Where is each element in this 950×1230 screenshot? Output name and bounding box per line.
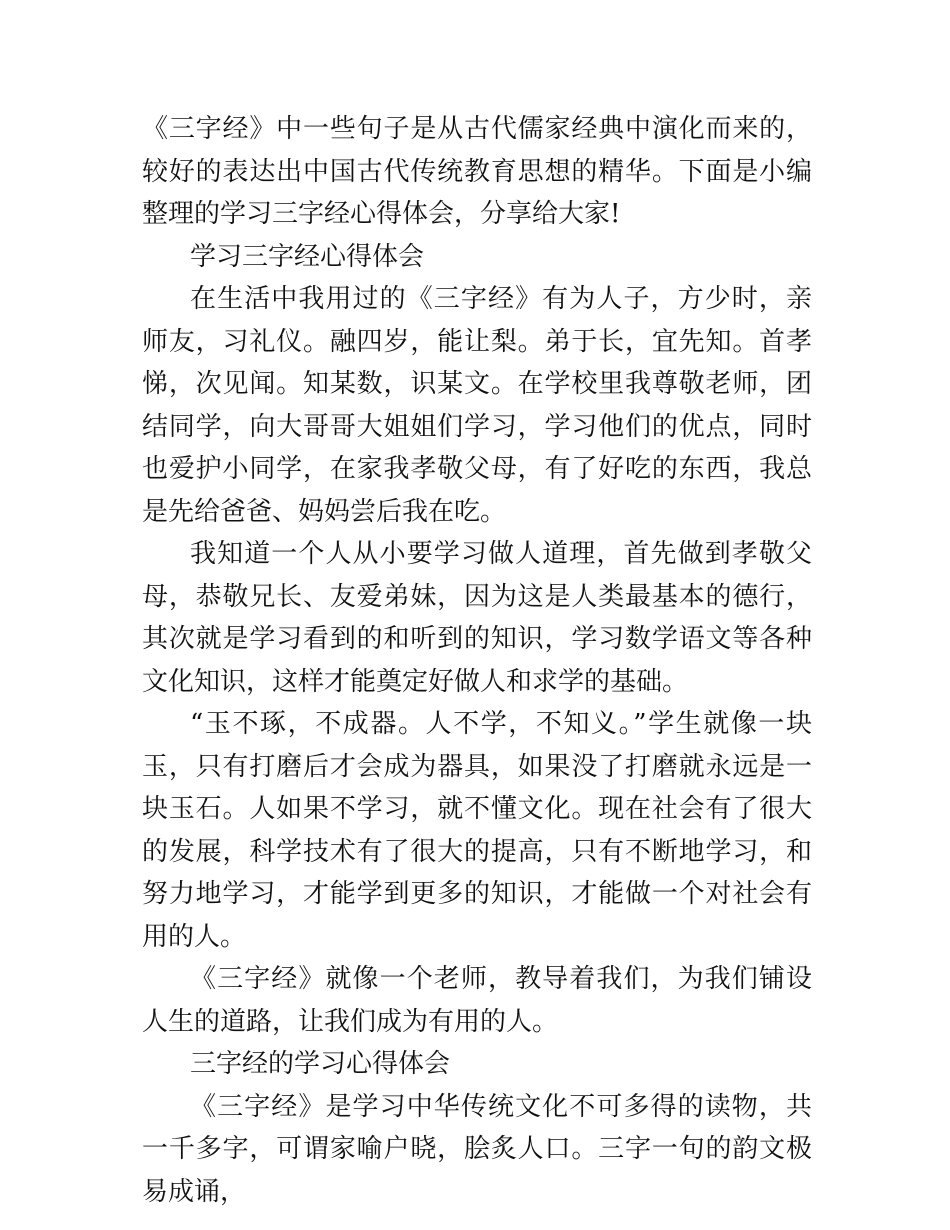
intro-paragraph: 《三字经》中一些句子是从古代儒家经典中演化而来的，较好的表达出中国古代传统教育思想的精华。下面是小编整理的学习三字经心得体会，分享给大家! bbox=[142, 114, 812, 229]
section-heading-sanzijing-study: 三字经的学习心得体会 bbox=[190, 1049, 451, 1079]
section2-paragraph-1: 《三字经》是学习中华传统文化不可多得的读物，共一千多字，可谓家喻户晓，脍炙人口。三字一句的韵文极易成诵， bbox=[142, 1091, 812, 1207]
section1-paragraph-4: 《三字经》就像一个老师，教导着我们，为我们铺设人生的道路，让我们成为有用的人。 bbox=[142, 964, 812, 1037]
document-body bbox=[142, 108, 812, 1213]
section-heading-learning-sanzijing: 学习三字经心得体会 bbox=[190, 241, 425, 272]
section1-paragraph-2: 我知道一个人从小要学习做人道理，首先做到孝敬父母，恭敬兄长、友爱弟妹，因为这是人类最基本的德行，其次就是学习看到的和听到的知识，学习数学语文等各种文化知识，这样才能奠定好做人和求学的基础。 bbox=[142, 539, 812, 697]
section1-paragraph-3: “玉不琢，不成器。人不学，不知义。”学生就像一块玉，只有打磨后才会成为器具，如果没了打磨就永远是一块玉石。人如果不学习，就不懂文化。现在社会有了很大的发展，科学技术有了很大的提高，只有不断地学习，和努力地学习，才能学到更多的知识，才能做一个对社会有用的人。 bbox=[142, 709, 812, 952]
section1-paragraph-1: 在生活中我用过的《三字经》有为人子，方少时，亲师友，习礼仪。融四岁，能让梨。弟于长，宜先知。首孝悌，次见闻。知某数，识某文。在学校里我尊敬老师，团结同学，向大哥哥大姐姐们学习，学习他们的优点，同时也爱护小同学，在家我孝敬父母，有了好吃的东西，我总是先给爸爸、妈妈尝后我在吃。 bbox=[142, 284, 812, 527]
